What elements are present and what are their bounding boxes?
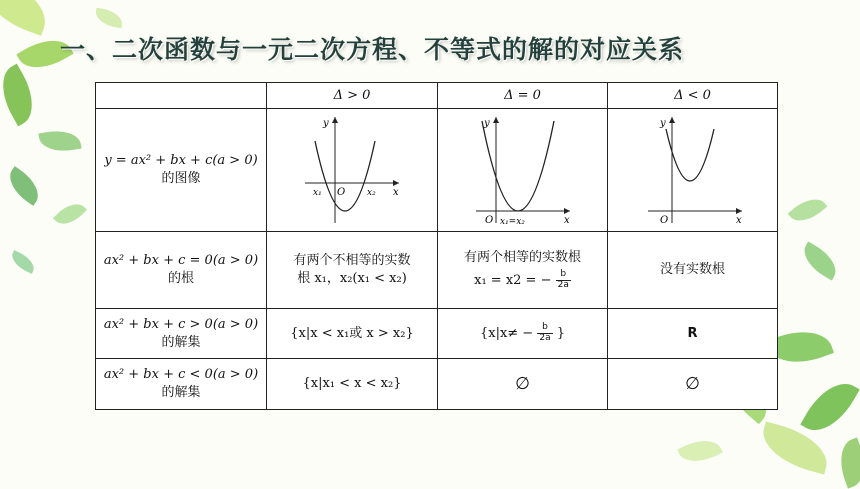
- gt-row-label-text: 的解集: [161, 334, 201, 350]
- lt-row-label-formula: ax² + bx + c < 0(a > 0): [103, 367, 259, 383]
- correspondence-table: [95, 82, 778, 410]
- graph-row-label: [96, 109, 267, 232]
- graph2-x1-equals-x2-label: x₁=x₂: [499, 217, 525, 227]
- roots-zero-formula: [438, 270, 607, 291]
- parabola-two-roots-graph: [297, 111, 407, 229]
- graph3-origin-label: O: [659, 215, 668, 226]
- roots-delta-zero: [438, 232, 608, 309]
- gt-row-label: [96, 309, 267, 359]
- graph-delta-zero: [438, 109, 608, 232]
- table-row-graph: [96, 109, 778, 232]
- gt-delta-positive: {x|x < x₁或 x > x₂}: [267, 309, 438, 359]
- roots-row-label-formula: ax² + bx + c = 0(a > 0): [103, 253, 259, 269]
- table-row-roots: [96, 232, 778, 309]
- header-delta-zero: Δ = 0: [438, 83, 608, 109]
- gt-zero-prefix: {x|x≠ −: [479, 326, 534, 341]
- roots-positive-line1: 有两个不相等的实数: [293, 253, 411, 269]
- roots-positive-line2: 根 x₁，x₂(x₁ < x₂): [297, 271, 407, 286]
- graph1-x1-label: x₁: [313, 188, 322, 198]
- gt-zero-suffix: }: [556, 326, 566, 341]
- graph-delta-positive: [267, 109, 438, 232]
- header-delta-negative: Δ < 0: [608, 83, 778, 109]
- roots-zero-line1: 有两个相等的实数根: [463, 249, 581, 265]
- roots-zero-prefix: x₁ = x2 = −: [474, 273, 552, 289]
- graph3-y-label: y: [659, 118, 666, 129]
- lt-delta-zero: ∅: [438, 359, 608, 410]
- roots-zero-fraction: [556, 270, 571, 291]
- roots-zero-numerator: b: [556, 270, 571, 281]
- gt-delta-zero: [438, 309, 608, 359]
- lt-delta-positive: {x|x₁ < x < x₂}: [267, 359, 438, 410]
- header-delta-positive: Δ > 0: [267, 83, 438, 109]
- graph3-x-label: x: [735, 215, 742, 226]
- graph2-x-label: x: [563, 215, 570, 226]
- roots-row-label: [96, 232, 267, 309]
- roots-row-label-text: 的根: [167, 271, 194, 286]
- graph2-y-label: y: [483, 118, 490, 129]
- gt-zero-fraction: [537, 323, 552, 344]
- table-header-row: [96, 83, 778, 109]
- graph1-y-label: y: [323, 118, 329, 129]
- parabola-one-root-graph: [468, 111, 578, 229]
- gt-delta-negative: R: [608, 309, 778, 359]
- table-row-greater-than: [96, 309, 778, 359]
- graph-delta-negative: [608, 109, 778, 232]
- roots-zero-denominator: 2a: [557, 280, 569, 291]
- lt-row-label: [96, 359, 267, 410]
- graph2-origin-label: O: [484, 215, 493, 226]
- header-empty-cell: [96, 83, 267, 109]
- gt-zero-denominator: 2a: [539, 333, 551, 343]
- roots-delta-positive: [267, 232, 438, 309]
- gt-row-label-formula: ax² + bx + c > 0(a > 0): [103, 316, 259, 332]
- graph1-x-label: x: [393, 187, 399, 198]
- graph1-origin-label: O: [337, 187, 346, 198]
- table-row-less-than: [96, 359, 778, 410]
- graph1-x2-label: x₂: [367, 188, 376, 198]
- parabola-no-root-graph: [638, 111, 748, 229]
- page-title: 一、二次函数与一元二次方程、不等式的解的对应关系: [60, 35, 685, 64]
- roots-delta-negative: 没有实数根: [608, 232, 778, 309]
- gt-zero-numerator: b: [537, 323, 552, 334]
- lt-delta-negative: ∅: [608, 359, 778, 410]
- graph-row-label-formula: y = ax² + bx + c(a > 0): [104, 153, 258, 169]
- graph-row-label-text: 的图像: [161, 171, 201, 186]
- lt-row-label-text: 的解集: [161, 385, 201, 400]
